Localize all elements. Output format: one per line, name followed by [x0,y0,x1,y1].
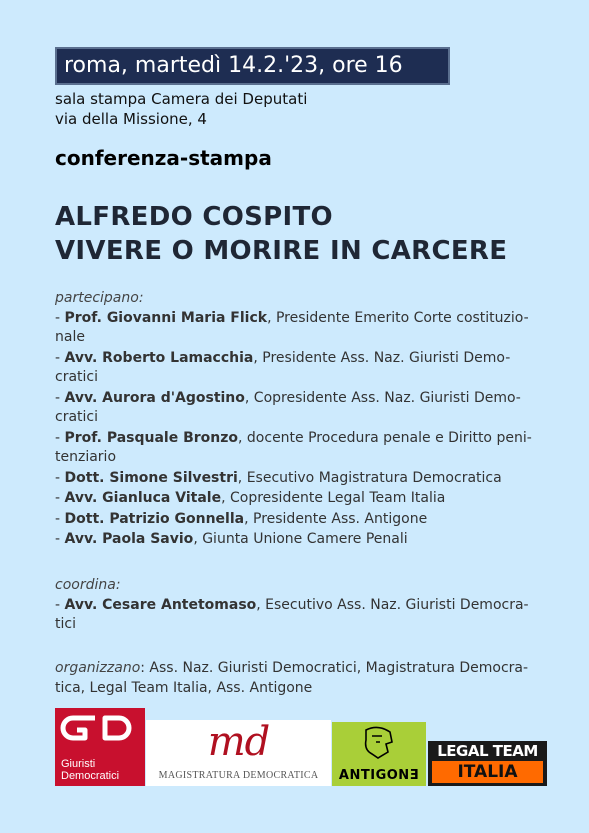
headline [55,200,507,268]
headline-line-1: ALFREDO COSPITO [55,202,333,232]
participants-list [55,309,537,550]
list-item: - Avv. Gianluca Vitale, Copresidente Legal Team Italia [55,490,446,506]
list-item: - Dott. Patrizio Gonnella, Presidente Ass. Antigone [55,510,428,527]
organizers-text: : Ass. Naz. Giuristi Democratici, Magistratura Democra-tica, Legal Team Italia, Ass. Antigone [55,660,529,696]
person-role: , Esecutivo Ass. Naz. Giuristi Democra-tici [55,596,529,632]
list-item: - Prof. Pasquale Bronzo, docente Procedura penale e Diritto peni-tenziario [55,429,532,465]
moderator-label: coordina: [55,577,121,593]
person-name: Avv. Roberto Lamacchia [64,349,254,366]
person-name: Avv. Cesare Antetomaso [64,596,257,613]
list-item: - Avv. Paola Savio, Giunta Unione Camere Penali [55,531,408,547]
person-role: , Presidente Emerito Corte costituzio-nale [55,309,529,345]
venue [55,89,307,129]
person-name: Prof. Giovanni Maria Flick [64,309,268,326]
gd-logo [55,708,145,786]
person-role: , Presidente Ass. Antigone [244,510,428,527]
person-name: Prof. Pasquale Bronzo [64,429,239,446]
date-banner: roma, martedì 14.2.'23, ore 16 [55,47,450,85]
antigone-face-icon [332,722,426,764]
list-item: - Avv. Aurora d'Agostino, Copresidente Ass. Naz. Giuristi Demo-cratici [55,389,521,425]
list-item: - Dott. Simone Silvestri, Esecutivo Magistratura Democratica [55,469,502,486]
gd-mark-icon [55,708,145,754]
venue-line-2: via della Missione, 4 [55,110,207,128]
logo-strip [55,708,550,786]
person-role: , Copresidente Ass. Naz. Giuristi Demo-cratici [55,389,521,425]
moderator-section [55,576,537,636]
event-type: conferenza-stampa [55,146,272,170]
headline-line-2: VIVERE O MORIRE IN CARCERE [55,236,508,266]
person-name: Avv. Aurora d'Agostino [64,389,245,406]
organizers-label: organizzano [55,660,141,676]
person-role: , Giunta Unione Camere Penali [193,531,408,547]
legalteam-line-2: ITALIA [432,761,543,783]
list-item: - Avv. Cesare Antetomaso, Esecutivo Ass. Naz. Giuristi Democra-tici [55,596,529,632]
person-name: Avv. Gianluca Vitale [64,490,222,506]
gd-line-1: Giuristi [61,758,96,770]
venue-line-1: sala stampa Camera dei Deputati [55,90,308,108]
person-role: , Presidente Ass. Naz. Giuristi Demo-cratici [55,349,511,385]
legalteam-line-1: LEGAL TEAM [437,742,538,760]
person-name: Dott. Patrizio Gonnella [64,510,245,527]
participants-label: partecipano: [55,290,144,306]
person-role: , docente Procedura penale e Diritto peni-tenziario [55,429,532,465]
person-role: , Esecutivo Magistratura Democratica [237,469,502,486]
person-name: Dott. Simone Silvestri [64,469,238,486]
md-caption: MAGISTRATURA DEMOCRATICA [158,770,319,781]
md-mark: md [207,719,270,765]
moderator-list [55,596,537,635]
person-name: Avv. Paola Savio [64,531,194,547]
participants-section [55,289,537,551]
antigone-text: ANTIGONƎ [338,768,420,783]
gd-line-2: Democratici [61,770,120,782]
list-item: - Prof. Giovanni Maria Flick, Presidente Emerito Corte costituzio-nale [55,309,529,345]
md-logo [146,720,331,786]
organizers-section [55,659,537,698]
legalteam-logo [428,741,547,786]
antigone-logo [332,722,426,786]
person-role: , Copresidente Legal Team Italia [221,490,446,506]
list-item: - Avv. Roberto Lamacchia, Presidente Ass. Naz. Giuristi Demo-cratici [55,349,511,385]
